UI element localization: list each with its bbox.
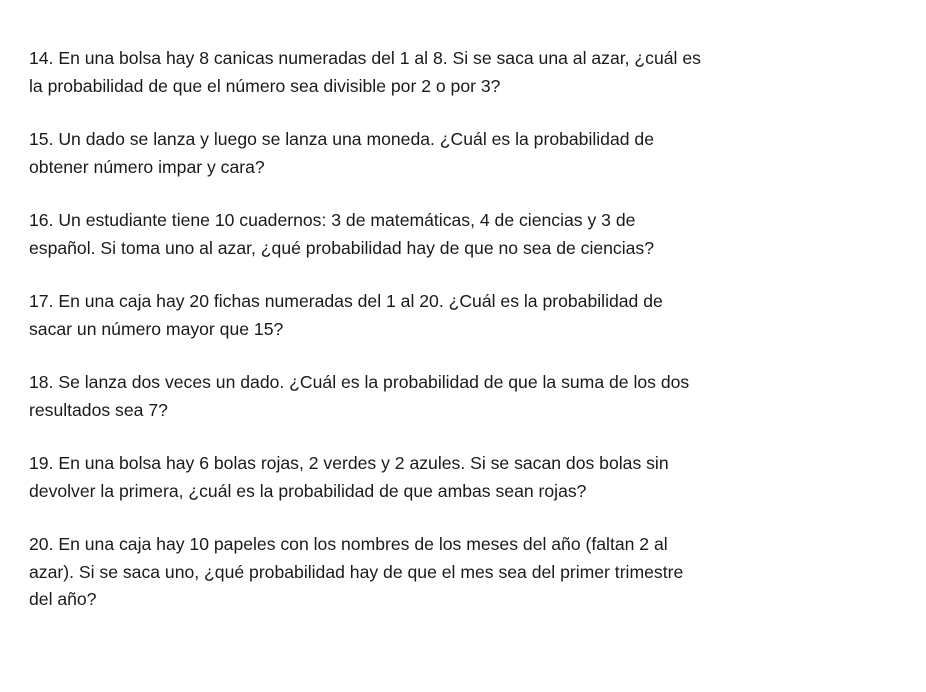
problem-text-line: 14. En una bolsa hay 8 canicas numeradas del 1 al 8. Si se saca una al azar, ¿cuál es: [29, 48, 701, 68]
problem-text-line: la probabilidad de que el número sea divisible por 2 o por 3?: [29, 75, 501, 96]
problem-17: [29, 288, 909, 343]
problem-text-line: 20. En una caja hay 10 papeles con los nombres de los meses del año (faltan 2 al: [29, 534, 668, 554]
problem-text-line: 16. Un estudiante tiene 10 cuadernos: 3 de matemáticas, 4 de ciencias y 3 de: [29, 210, 636, 230]
problem-19: [29, 450, 909, 505]
problem-18: [29, 369, 909, 424]
problem-14: [29, 45, 909, 100]
problem-text-line: 19. En una bolsa hay 6 bolas rojas, 2 verdes y 2 azules. Si se sacan dos bolas sin: [29, 453, 669, 473]
problem-text-line: devolver la primera, ¿cuál es la probabilidad de que ambas sean rojas?: [29, 480, 587, 501]
problem-text-line: 15. Un dado se lanza y luego se lanza una moneda. ¿Cuál es la probabilidad de: [29, 129, 654, 149]
problem-text-line: español. Si toma uno al azar, ¿qué probabilidad hay de que no sea de ciencias?: [29, 237, 655, 258]
problem-16: [29, 207, 909, 262]
problem-15: [29, 126, 909, 181]
problem-text-line: 18. Se lanza dos veces un dado. ¿Cuál es la probabilidad de que la suma de los dos: [29, 372, 690, 392]
problem-text-line: sacar un número mayor que 15?: [29, 318, 284, 339]
problem-text-line: resultados sea 7?: [29, 399, 168, 420]
problem-text-line: del año?: [29, 589, 97, 609]
problem-text-line: azar). Si se saca uno, ¿qué probabilidad hay de que el mes sea del primer trimestre: [29, 561, 684, 582]
problem-text-line: obtener número impar y cara?: [29, 156, 265, 177]
problem-20: [29, 531, 909, 614]
problem-text-line: 17. En una caja hay 20 fichas numeradas del 1 al 20. ¿Cuál es la probabilidad de: [29, 291, 663, 311]
